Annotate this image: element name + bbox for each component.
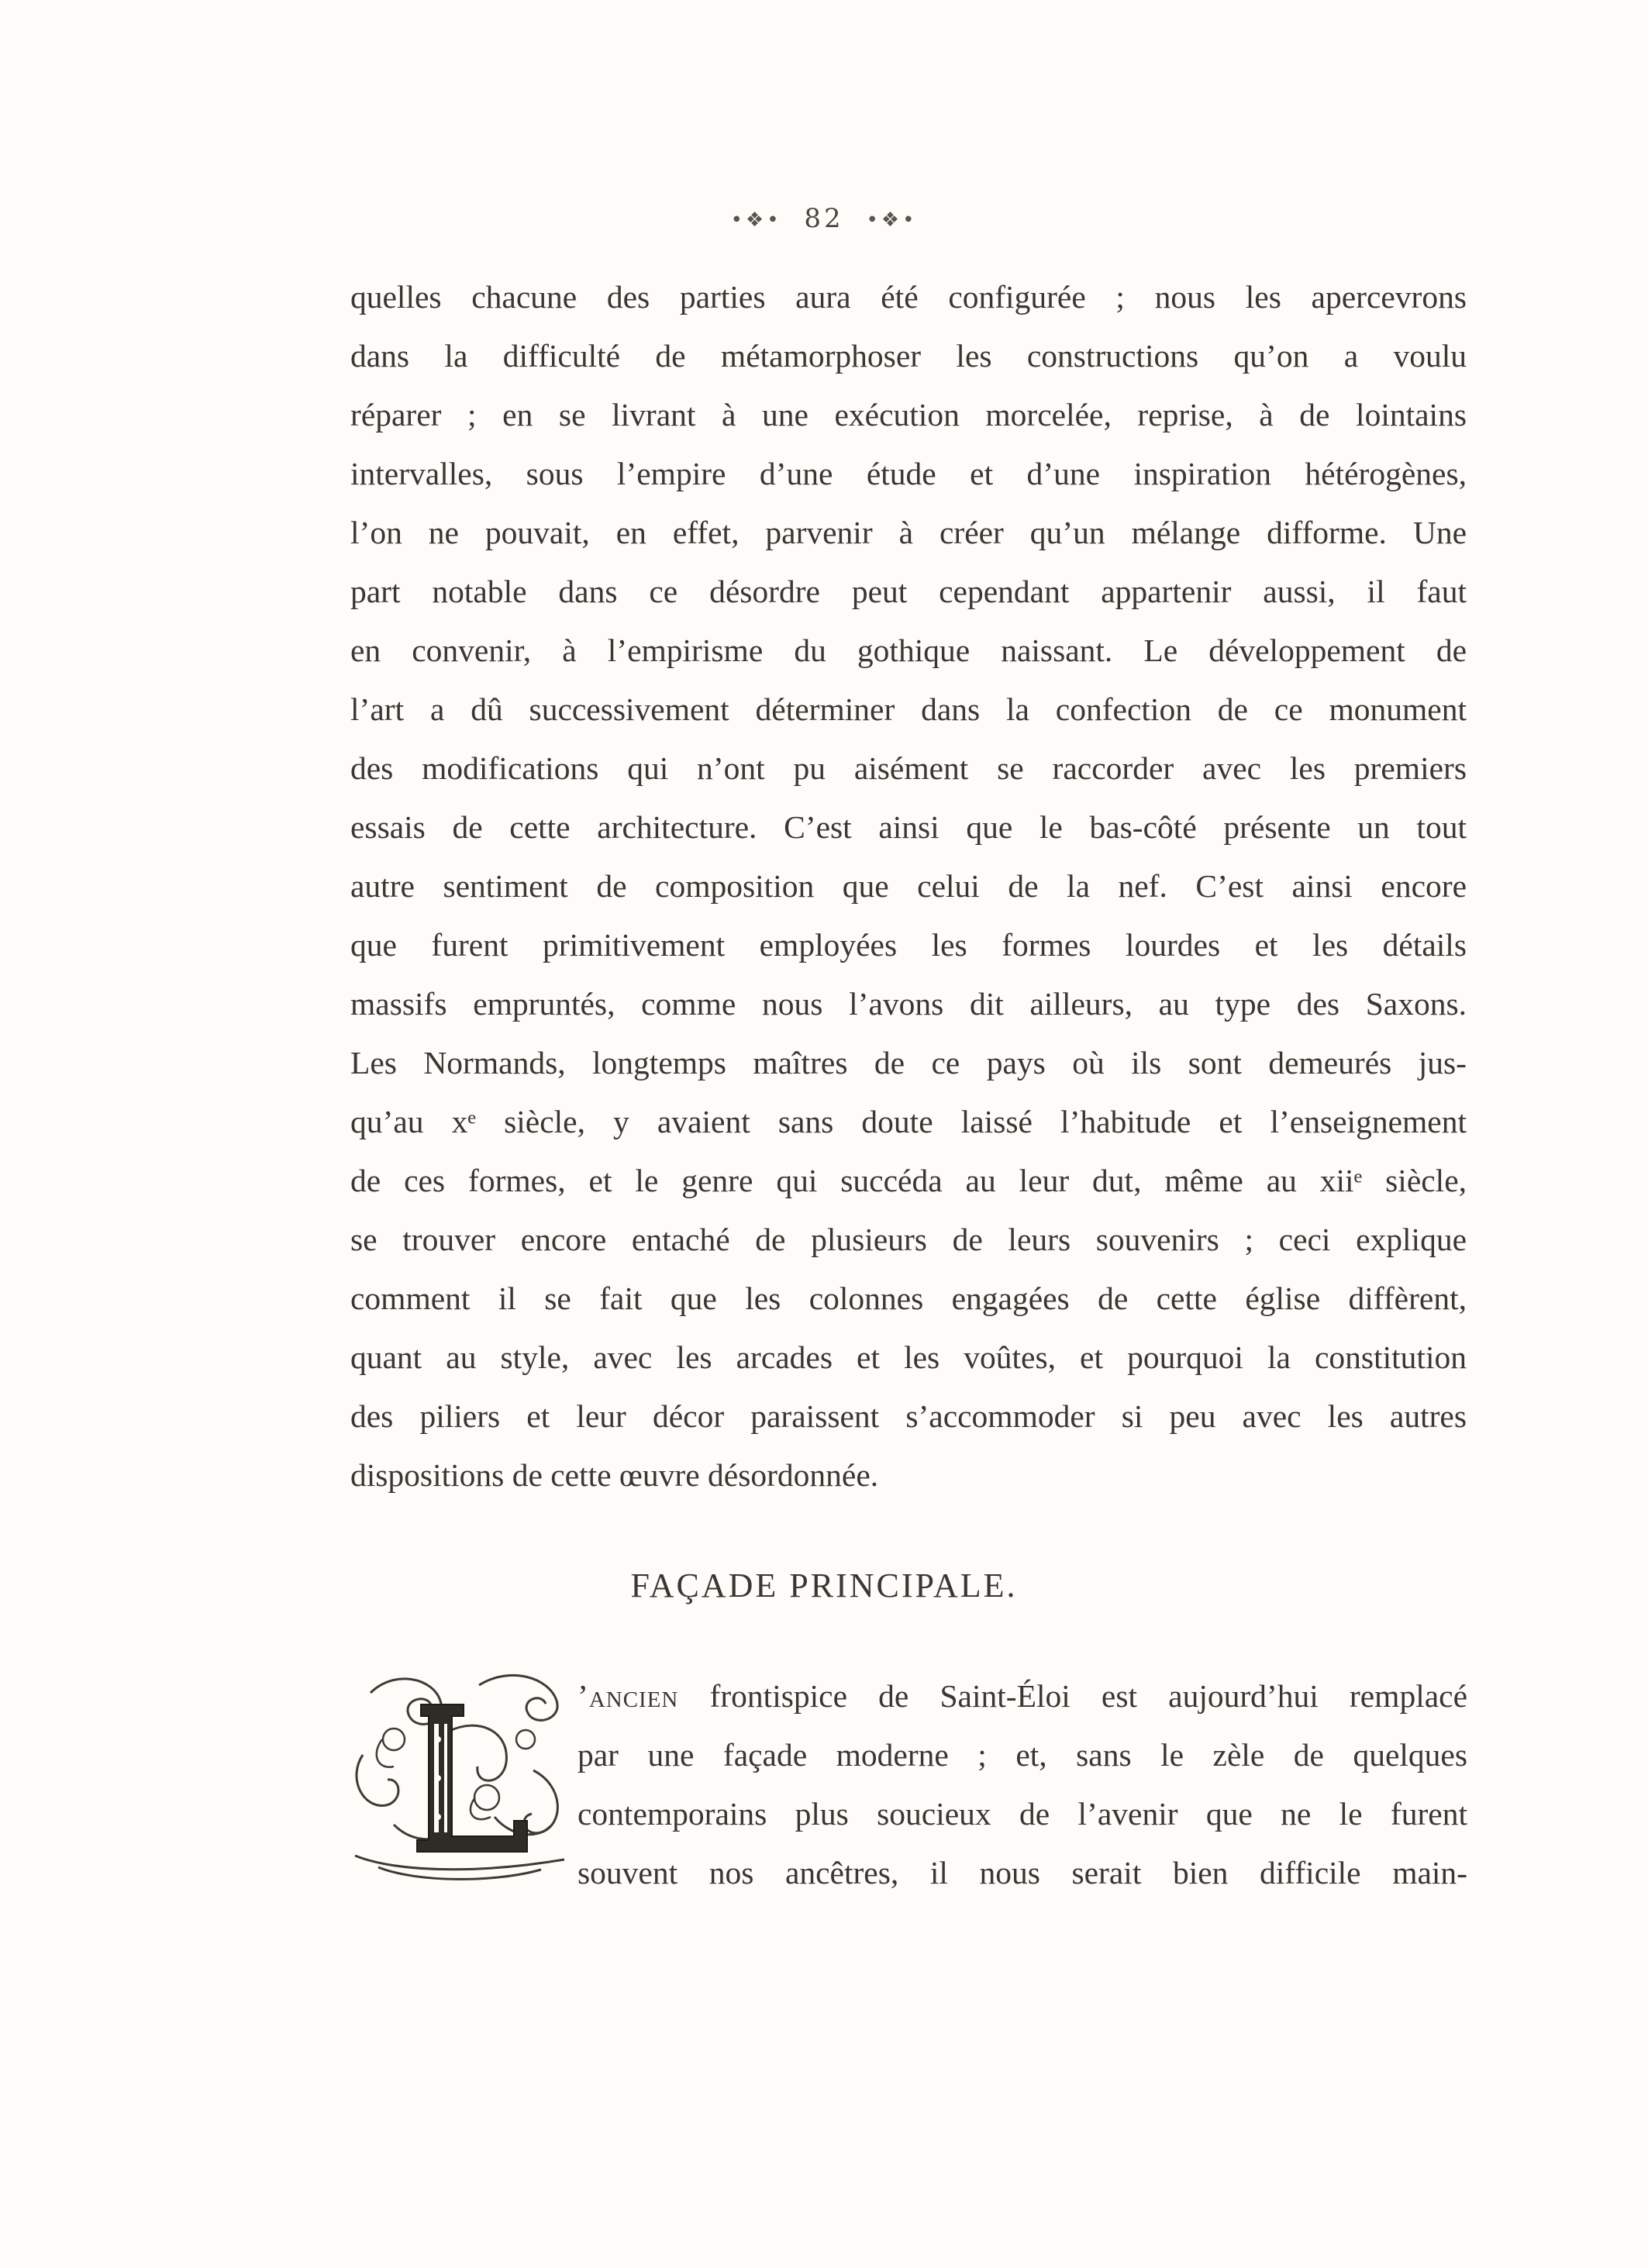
text-line: intervalles, sous l’empire d’une étude et d’une inspiration hétérogènes,: [350, 456, 1467, 491]
text-line: [577, 1667, 1467, 1725]
text-line: quant au style, avec les arcades et les voûtes, et pourquoi la constitution: [350, 1339, 1467, 1375]
left-ornament-icon: •❖•: [730, 209, 782, 232]
text-line: que furent primitivement employées les formes lourdes et les détails: [350, 927, 1467, 963]
text-line: autre sentiment de composition que celui de la nef. C’est ainsi encore: [350, 868, 1467, 904]
text-line: qu’au xᵉ siècle, y avaient sans doute laissé l’habitude et l’enseignement: [350, 1104, 1467, 1139]
text-line: des modifications qui n’ont pu aisément se raccorder avec les premiers: [350, 750, 1467, 786]
text-line: l’on ne pouvait, en effet, parvenir à créer qu’un mélange difforme. Une: [350, 515, 1467, 550]
text-line: souvent nos ancêtres, il nous serait bien difficile main-: [577, 1855, 1467, 1891]
text-line: essais de cette architecture. C’est ainsi que le bas-côté présente un tout: [350, 809, 1467, 845]
text-line: comment il se fait que les colonnes engagées de cette église diffèrent,: [350, 1280, 1467, 1316]
text-line: massifs empruntés, comme nous l’avons dit ailleurs, au type des Saxons.: [350, 986, 1467, 1022]
ornamental-dropcap-l-icon: [347, 1662, 572, 1887]
text-line: en convenir, à l’empirisme du gothique naissant. Le développement de: [350, 632, 1467, 668]
text-line: de ces formes, et le genre qui succéda au leur dut, même au xiiᵉ siècle,: [350, 1163, 1467, 1198]
section-title: FAÇADE PRINCIPALE.: [630, 1567, 1018, 1604]
text-line-rest: frontispice de Saint-Éloi est aujourd’hui remplacé: [678, 1678, 1467, 1714]
text-line: par une façade moderne ; et, sans le zèle de quelques: [577, 1737, 1467, 1773]
text-line: part notable dans ce désordre peut cependant appartenir aussi, il faut: [350, 574, 1467, 609]
section-paragraph: [577, 1667, 1467, 1902]
smallcaps-opening: ’ancien: [577, 1678, 679, 1714]
text-line: dans la difficulté de métamorphoser les constructions qu’on a voulu: [350, 338, 1467, 374]
running-head: [0, 203, 1648, 234]
text-line: l’art a dû successivement déterminer dans la confection de ce monument: [350, 691, 1467, 727]
page-number: 82: [804, 203, 844, 234]
text-line: réparer ; en se livrant à une exécution morcelée, reprise, à de lointains: [350, 397, 1467, 433]
right-ornament-icon: •❖•: [866, 209, 918, 232]
text-line: contemporains plus soucieux de l’avenir que ne le furent: [577, 1796, 1467, 1832]
text-line: dispositions de cette œuvre désordonnée.: [350, 1457, 879, 1493]
body-paragraph: [350, 267, 1467, 1505]
text-line: quelles chacune des parties aura été configurée ; nous les apercevrons: [350, 279, 1467, 315]
text-line: des piliers et leur décor paraissent s’accommoder si peu avec les autres: [350, 1398, 1467, 1434]
text-line: Les Normands, longtemps maîtres de ce pays où ils sont demeurés jus-: [350, 1045, 1467, 1081]
text-line: se trouver encore entaché de plusieurs de leurs souvenirs ; ceci explique: [350, 1222, 1467, 1257]
